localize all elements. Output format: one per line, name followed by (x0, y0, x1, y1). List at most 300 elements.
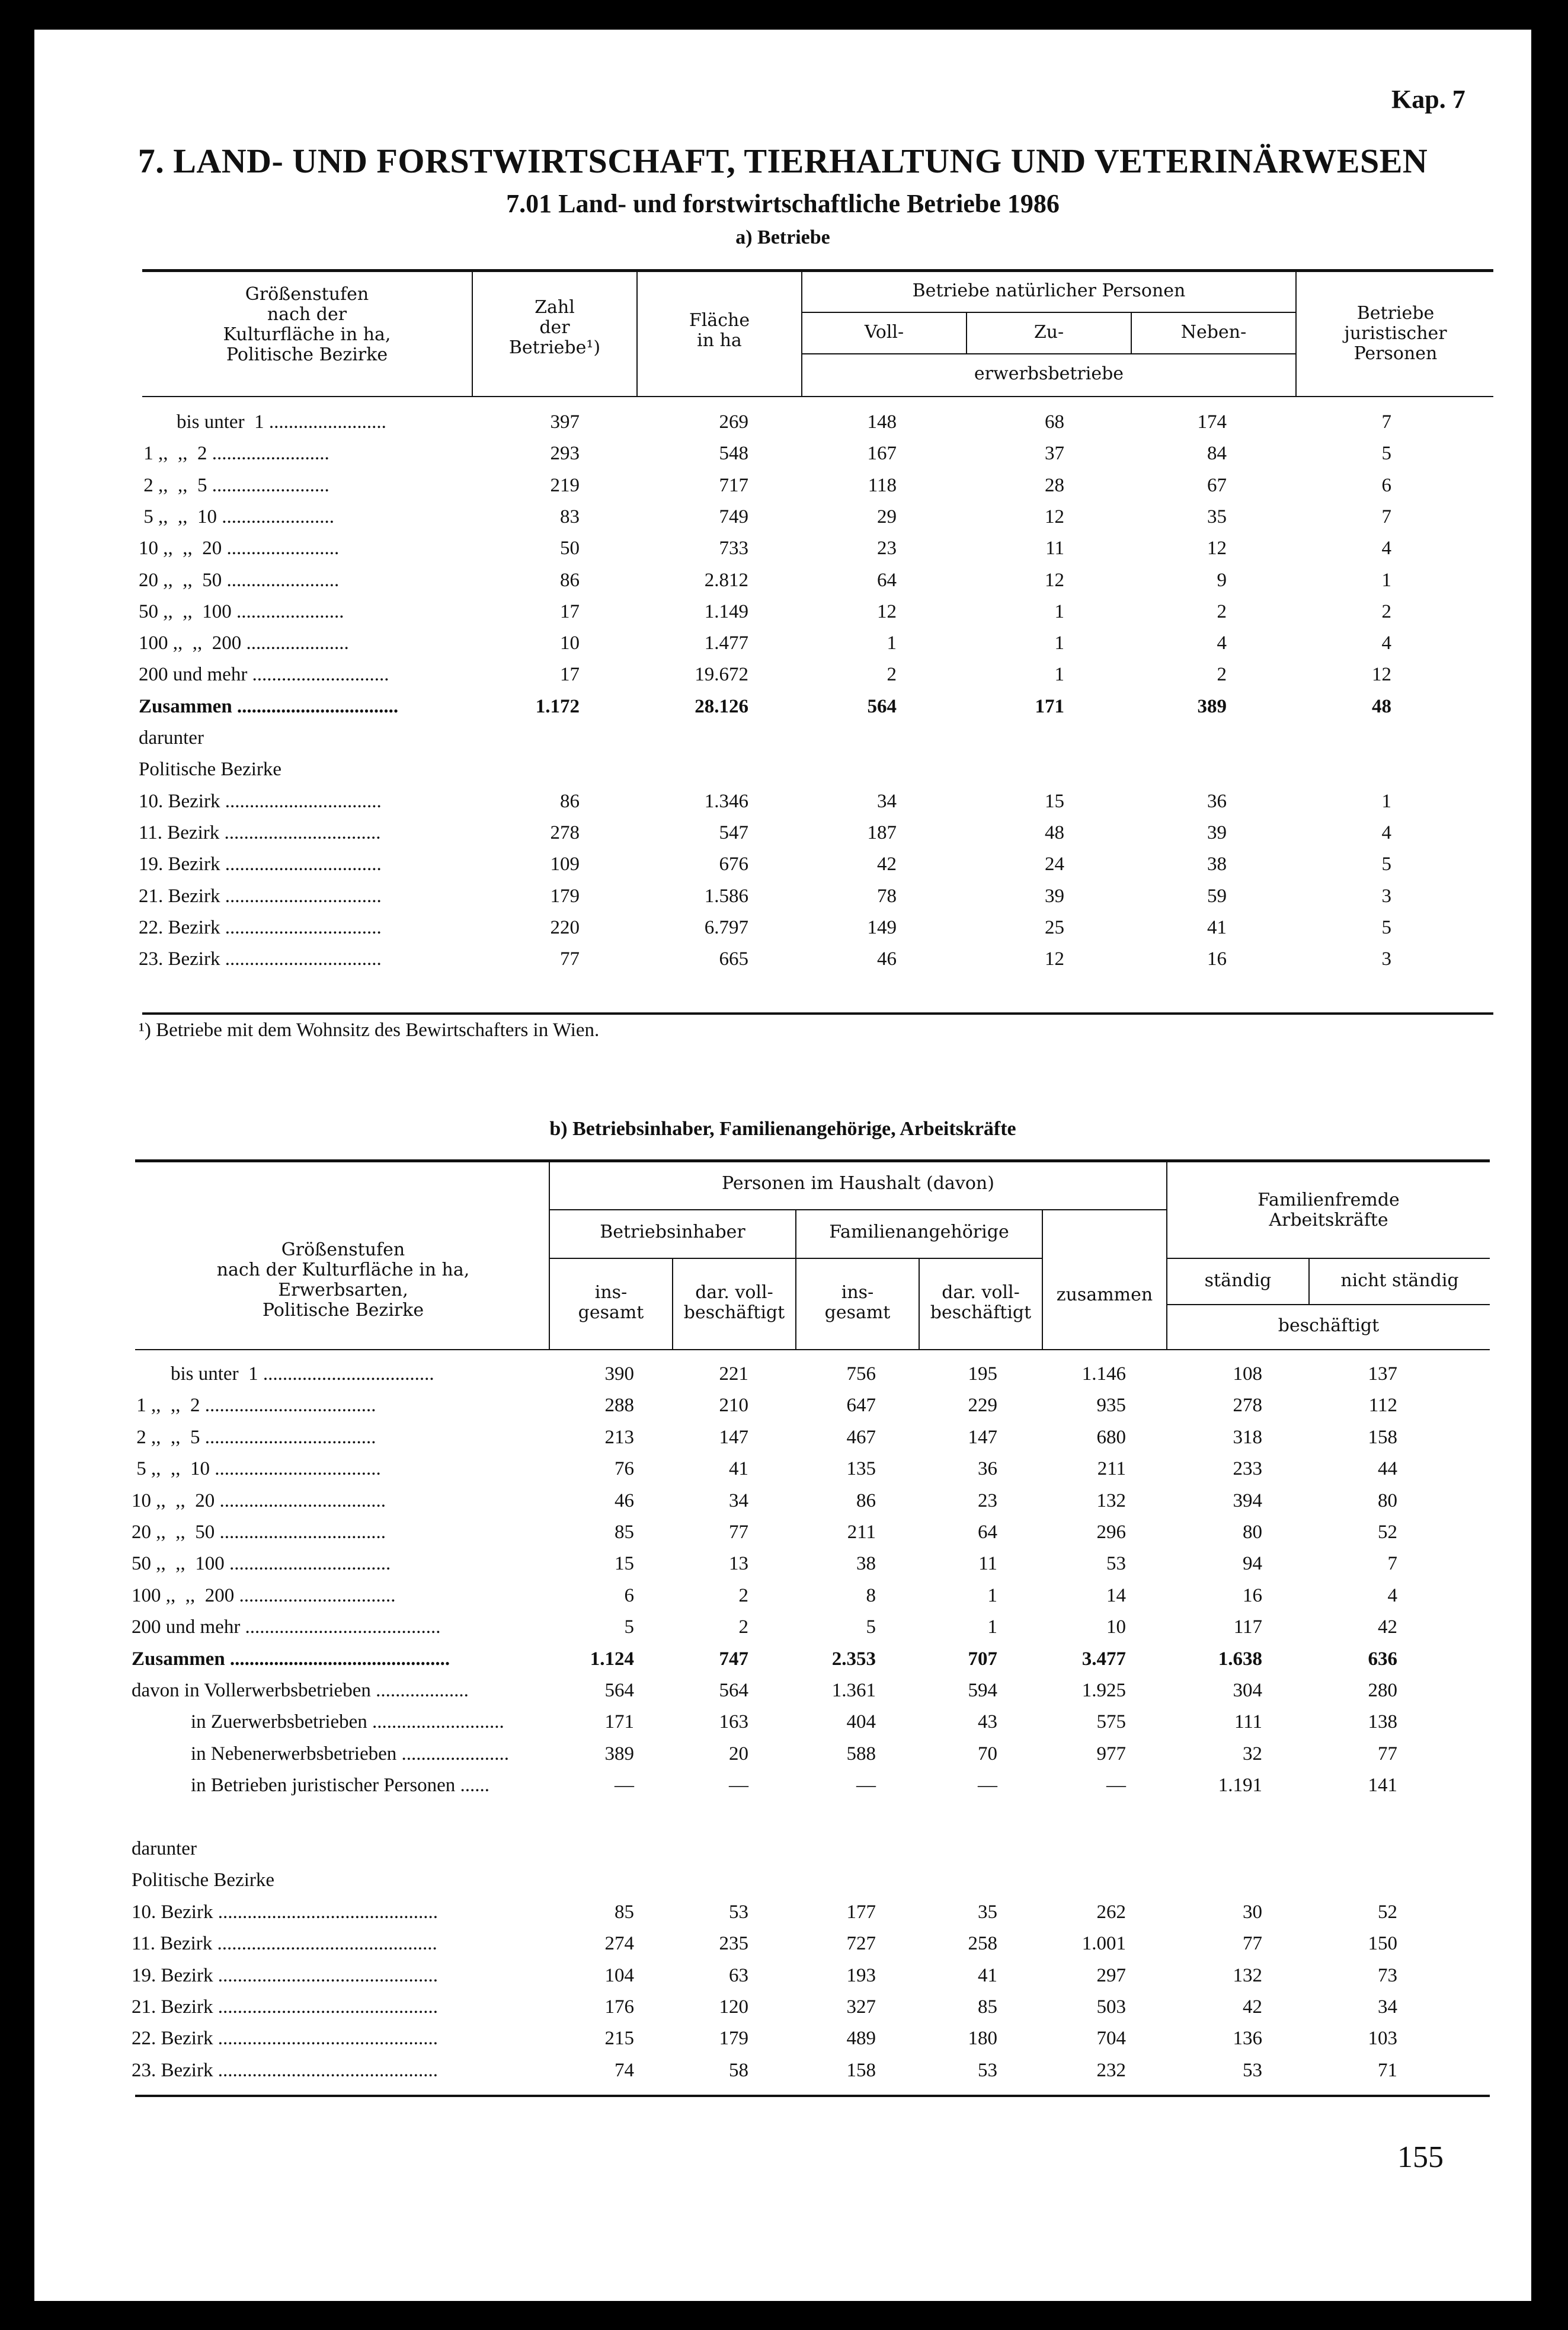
cell-value: 235 (719, 1933, 748, 1955)
cell-value: 16 (1207, 948, 1227, 970)
cell-value: 404 (846, 1711, 876, 1733)
cell-value: 176 (604, 1996, 634, 2018)
row-label: 200 und mehr ........................................ (132, 1616, 441, 1638)
table-row (34, 1680, 1531, 1711)
table-b-header-fremd: Familienfremde Arbeitskräfte (1257, 1190, 1400, 1230)
cell-value: 171 (1035, 695, 1064, 717)
table-row (34, 632, 1531, 663)
cell-value: 48 (1372, 695, 1391, 717)
cell-value: 293 (550, 443, 580, 465)
table-row (34, 538, 1531, 568)
cell-value: 148 (867, 411, 897, 433)
cell-value: 86 (856, 1490, 876, 1511)
row-label: in Betrieben juristischer Personen ...... (191, 1775, 490, 1797)
row-label: 22. Bezirk ................................ (139, 916, 382, 938)
row-label: darunter (139, 727, 204, 749)
cell-value: 1 (1054, 664, 1064, 686)
cell-value: 564 (867, 695, 897, 717)
cell-value: 42 (877, 854, 897, 875)
cell-value: 594 (968, 1680, 997, 1701)
cell-value: — (856, 1775, 876, 1797)
cell-value: 53 (729, 1901, 748, 1923)
cell-value: 2 (738, 1616, 748, 1638)
row-label: 100 ,, ,, 200 ................................ (132, 1584, 396, 1606)
cell-value: 48 (1045, 822, 1064, 843)
cell-value: 77 (1243, 1933, 1262, 1955)
cell-value: 288 (604, 1395, 634, 1417)
cell-value: 1.146 (1081, 1363, 1126, 1385)
table-row (34, 411, 1531, 442)
cell-value: 220 (550, 916, 580, 938)
cell-value: 20 (729, 1743, 748, 1765)
row-label: 20 ,, ,, 50 .................................. (132, 1522, 386, 1543)
cell-value: 278 (550, 822, 580, 843)
table-b-header-rule (135, 1349, 1490, 1350)
table-row (34, 1553, 1531, 1584)
cell-value: 717 (719, 474, 748, 496)
cell-value: 86 (560, 790, 580, 812)
table-row (34, 791, 1531, 822)
cell-value: 158 (1368, 1426, 1397, 1448)
cell-value: 77 (729, 1522, 748, 1543)
cell-value: 42 (1243, 1996, 1262, 2018)
table-b-top-rule (135, 1159, 1490, 1162)
table-row (34, 822, 1531, 853)
cell-value: 12 (1207, 538, 1227, 560)
cell-value: 10 (1106, 1616, 1126, 1638)
cell-value: 5 (624, 1616, 634, 1638)
cell-value: 1 (887, 632, 897, 654)
cell-value: 278 (1233, 1395, 1262, 1417)
cell-value: 1.172 (535, 695, 580, 717)
page-subtitle: 7.01 Land- und forstwirtschaftliche Betriebe 1986 (506, 189, 1060, 218)
row-label: 10 ,, ,, 20 ....................... (139, 538, 340, 560)
row-label: bis unter 1 ........................ (177, 411, 386, 433)
table-row (34, 1807, 1531, 1837)
cell-value: 17 (560, 664, 580, 686)
cell-value: 304 (1233, 1680, 1262, 1701)
table-a-footnote: ¹) Betriebe mit dem Wohnsitz des Bewirtschafters in Wien. (139, 1019, 600, 1041)
cell-value: 180 (968, 2028, 997, 2050)
cell-value: 77 (560, 948, 580, 970)
row-label: Zusammen ............................................. (132, 1648, 450, 1670)
cell-value: 39 (1045, 885, 1064, 907)
cell-value: 733 (719, 538, 748, 560)
cell-value: 1.477 (704, 632, 748, 654)
cell-value: 1 (987, 1584, 997, 1606)
cell-value: 132 (1096, 1490, 1126, 1511)
cell-value: 1 (1381, 790, 1391, 812)
cell-value: 7 (1381, 506, 1391, 528)
row-label: 21. Bezirk ............................................. (132, 1996, 438, 2018)
cell-value: 564 (719, 1680, 748, 1701)
cell-value: 11 (978, 1553, 997, 1575)
table-row (34, 1711, 1531, 1742)
cell-value: 150 (1368, 1933, 1397, 1955)
cell-value: 747 (719, 1648, 748, 1670)
row-label: in Zuerwerbsbetrieben ........................... (191, 1711, 504, 1733)
cell-value: 977 (1096, 1743, 1126, 1765)
cell-value: 135 (846, 1458, 876, 1480)
cell-value: 1.346 (704, 790, 748, 812)
cell-value: 193 (846, 1964, 876, 1986)
cell-value: 77 (1378, 1743, 1397, 1765)
row-label: Politische Bezirke (132, 1869, 275, 1891)
cell-value: 3 (1381, 948, 1391, 970)
cell-value: 30 (1243, 1901, 1262, 1923)
cell-value: 147 (968, 1426, 997, 1448)
table-b-header-inhaber: Betriebsinhaber (600, 1222, 745, 1242)
cell-value: — (729, 1775, 748, 1797)
cell-value: 63 (729, 1964, 748, 1986)
cell-value: 467 (846, 1426, 876, 1448)
table-row (34, 1616, 1531, 1647)
cell-value: 11 (1045, 538, 1064, 560)
cell-value: 71 (1378, 2059, 1397, 2081)
table-row (34, 948, 1531, 979)
cell-value: 213 (604, 1426, 634, 1448)
cell-value: 575 (1096, 1711, 1126, 1733)
table-b-header-voll1: dar. voll- beschäftigt (683, 1282, 785, 1323)
row-label: 1 ,, ,, 2 ........................ (139, 443, 329, 465)
row-label: 5 ,, ,, 10 .................................. (132, 1458, 381, 1480)
cell-value: 2 (1217, 600, 1227, 622)
table-a-header-juristic: Betriebe juristischer Personen (1344, 303, 1447, 364)
cell-value: 2 (1381, 600, 1391, 622)
cell-value: 147 (719, 1426, 748, 1448)
cell-value: 41 (729, 1458, 748, 1480)
cell-value: 2.353 (831, 1648, 876, 1670)
table-a-divider (1295, 269, 1297, 397)
cell-value: 171 (604, 1711, 634, 1733)
cell-value: 85 (615, 1522, 634, 1543)
table-a-top-rule (142, 269, 1493, 272)
table-b-divider (919, 1258, 920, 1350)
cell-value: 5 (866, 1616, 876, 1638)
cell-value: 68 (1045, 411, 1064, 433)
table-row (34, 696, 1531, 727)
table-b-header-zusammen: zusammen (1056, 1284, 1153, 1305)
cell-value: 28 (1045, 474, 1064, 496)
row-label: 10. Bezirk ............................................. (132, 1901, 438, 1923)
cell-value: 195 (968, 1363, 997, 1385)
cell-value: 4 (1217, 632, 1227, 654)
row-label: 1 ,, ,, 2 ................................... (132, 1395, 376, 1417)
cell-value: 3 (1381, 885, 1391, 907)
cell-value: 35 (1207, 506, 1227, 528)
cell-value: 36 (1207, 790, 1227, 812)
cell-value: 34 (729, 1490, 748, 1511)
cell-value: 297 (1096, 1964, 1126, 1986)
cell-value: 489 (846, 2028, 876, 2050)
table-row (34, 1775, 1531, 1805)
row-label: 21. Bezirk ................................ (139, 885, 382, 907)
table-row (34, 506, 1531, 537)
table-b-caption: b) Betriebsinhaber, Familienangehörige, Arbeitskräfte (549, 1118, 1016, 1140)
cell-value: 5 (1381, 854, 1391, 875)
table-row (34, 601, 1531, 632)
cell-value: 38 (1207, 854, 1227, 875)
cell-value: 15 (1045, 790, 1064, 812)
cell-value: 2.812 (704, 569, 748, 591)
row-label: 11. Bezirk ................................ (139, 822, 381, 843)
cell-value: 108 (1233, 1363, 1262, 1385)
cell-value: 727 (846, 1933, 876, 1955)
table-b-divider (1308, 1258, 1310, 1304)
cell-value: 67 (1207, 474, 1227, 496)
cell-value: 636 (1368, 1648, 1397, 1670)
cell-value: 177 (846, 1901, 876, 1923)
cell-value: 2 (1217, 664, 1227, 686)
cell-value: 46 (615, 1490, 634, 1511)
cell-value: 1.001 (1081, 1933, 1126, 1955)
cell-value: 9 (1217, 569, 1227, 591)
cell-value: 35 (978, 1901, 997, 1923)
table-b-header-insg2: ins- gesamt (824, 1282, 891, 1323)
cell-value: 280 (1368, 1680, 1397, 1701)
cell-value: 12 (1372, 664, 1391, 686)
table-row (34, 1585, 1531, 1616)
cell-value: 210 (719, 1395, 748, 1417)
table-row (34, 759, 1531, 790)
cell-value: 136 (1233, 2028, 1262, 2050)
row-label: 200 und mehr ............................ (139, 664, 389, 686)
cell-value: 1.638 (1218, 1648, 1262, 1670)
cell-value: 548 (719, 443, 748, 465)
row-label: 20 ,, ,, 50 ....................... (139, 569, 340, 591)
cell-value: 4 (1381, 538, 1391, 560)
table-b-header-nicht: nicht ständig (1340, 1270, 1459, 1291)
cell-value: 665 (719, 948, 748, 970)
cell-value: 32 (1243, 1743, 1262, 1765)
cell-value: 76 (615, 1458, 634, 1480)
cell-value: 52 (1378, 1522, 1397, 1543)
table-b-header-voll2: dar. voll- beschäftigt (930, 1282, 1032, 1323)
table-row (34, 2028, 1531, 2059)
cell-value: 13 (729, 1553, 748, 1575)
cell-value: 647 (846, 1395, 876, 1417)
row-label: 5 ,, ,, 10 ....................... (139, 506, 334, 528)
table-a-header-neben: Neben- (1180, 322, 1247, 343)
table-row (34, 664, 1531, 695)
cell-value: 39 (1207, 822, 1227, 843)
cell-value: 4 (1381, 822, 1391, 843)
cell-value: 215 (604, 2028, 634, 2050)
cell-value: 94 (1243, 1553, 1262, 1575)
table-row (34, 1522, 1531, 1552)
table-b-header-angehoerige: Familienangehörige (829, 1222, 1009, 1242)
cell-value: 233 (1233, 1458, 1262, 1480)
table-row (34, 1996, 1531, 2027)
table-row (34, 1838, 1531, 1869)
row-label: davon in Vollerwerbsbetrieben ................... (132, 1680, 469, 1701)
cell-value: 120 (719, 1996, 748, 2018)
cell-value: 36 (978, 1458, 997, 1480)
table-row (34, 1363, 1531, 1394)
cell-value: 318 (1233, 1426, 1262, 1448)
cell-value: 564 (604, 1680, 634, 1701)
cell-value: 547 (719, 822, 748, 843)
cell-value: 1.925 (1081, 1680, 1126, 1701)
cell-value: 262 (1096, 1901, 1126, 1923)
cell-value: 6 (624, 1584, 634, 1606)
table-b-header-size: Größenstufen nach der Kulturfläche in ha, Erwerbsarten, Politische Bezirke (216, 1239, 470, 1321)
cell-value: 70 (978, 1743, 997, 1765)
row-label: 10 ,, ,, 20 .................................. (132, 1490, 386, 1511)
cell-value: 58 (729, 2059, 748, 2081)
cell-value: 23 (877, 538, 897, 560)
cell-value: 12 (1045, 948, 1064, 970)
table-row (34, 570, 1531, 600)
table-row (34, 1490, 1531, 1521)
table-a-header-erwerb: erwerbsbetriebe (974, 363, 1124, 384)
cell-value: 29 (877, 506, 897, 528)
table-row (34, 1648, 1531, 1679)
cell-value: 38 (856, 1553, 876, 1575)
row-label: darunter (132, 1838, 197, 1859)
cell-value: 1 (1054, 632, 1064, 654)
cell-value: 52 (1378, 1901, 1397, 1923)
cell-value: 34 (1378, 1996, 1397, 2018)
table-row (34, 1743, 1531, 1774)
cell-value: 80 (1378, 1490, 1397, 1511)
cell-value: 53 (1243, 2059, 1262, 2081)
table-a-header-voll: Voll- (864, 322, 904, 343)
table-row (34, 1933, 1531, 1964)
cell-value: 132 (1233, 1964, 1262, 1986)
cell-value: 274 (604, 1933, 634, 1955)
cell-value: 174 (1197, 411, 1227, 433)
cell-value: 163 (719, 1711, 748, 1733)
cell-value: 503 (1096, 1996, 1126, 2018)
cell-value: 41 (978, 1964, 997, 1986)
cell-value: 43 (978, 1711, 997, 1733)
cell-value: 118 (868, 474, 897, 496)
cell-value: 5 (1381, 443, 1391, 465)
row-label: 2 ,, ,, 5 ................................... (132, 1426, 376, 1448)
table-b-divider (795, 1209, 796, 1350)
cell-value: 83 (560, 506, 580, 528)
table-row (34, 1965, 1531, 1996)
cell-value: 12 (1045, 569, 1064, 591)
cell-value: 1 (1381, 569, 1391, 591)
cell-value: 389 (604, 1743, 634, 1765)
cell-value: — (615, 1775, 634, 1797)
cell-value: 59 (1207, 885, 1227, 907)
table-a-header-area: Fläche in ha (689, 310, 750, 351)
table-row (34, 475, 1531, 506)
table-b-header-besch: beschäftigt (1278, 1315, 1380, 1336)
document-page (34, 30, 1531, 2301)
table-row (34, 1901, 1531, 1932)
table-a-bottom-rule (142, 1012, 1493, 1015)
cell-value: 676 (719, 854, 748, 875)
cell-value: 1.149 (704, 600, 748, 622)
cell-value: 78 (877, 885, 897, 907)
chapter-label: Kap. 7 (1391, 85, 1465, 114)
table-row (34, 917, 1531, 948)
cell-value: 46 (877, 948, 897, 970)
cell-value: 749 (719, 506, 748, 528)
cell-value: 109 (550, 854, 580, 875)
cell-value: 5 (1381, 916, 1391, 938)
cell-value: 296 (1096, 1522, 1126, 1543)
table-row (34, 2060, 1531, 2091)
table-row (34, 886, 1531, 916)
cell-value: 158 (846, 2059, 876, 2081)
cell-value: 24 (1045, 854, 1064, 875)
cell-value: 141 (1368, 1775, 1397, 1797)
cell-value: 137 (1368, 1363, 1397, 1385)
cell-value: 53 (978, 2059, 997, 2081)
table-a-divider (801, 269, 802, 397)
cell-value: 138 (1368, 1711, 1397, 1733)
table-a-group-rule (801, 312, 1295, 313)
table-a-divider (966, 312, 967, 353)
cell-value: 41 (1207, 916, 1227, 938)
table-row (34, 1458, 1531, 1489)
cell-value: 80 (1243, 1522, 1262, 1543)
table-a-sub-rule (801, 353, 1295, 354)
cell-value: 704 (1096, 2028, 1126, 2050)
row-label: bis unter 1 ................................... (171, 1363, 434, 1385)
cell-value: 64 (877, 569, 897, 591)
cell-value: 707 (968, 1648, 997, 1670)
page-title: 7. LAND- UND FORSTWIRTSCHAFT, TIERHALTUNG UND VETERINÄRWESEN (137, 142, 1428, 180)
cell-value: 111 (1234, 1711, 1262, 1733)
table-b-header-insg1: ins- gesamt (578, 1282, 644, 1323)
cell-value: 2 (887, 664, 897, 686)
cell-value: — (978, 1775, 997, 1797)
cell-value: 42 (1378, 1616, 1397, 1638)
cell-value: 179 (550, 885, 580, 907)
cell-value: 390 (604, 1363, 634, 1385)
cell-value: 167 (867, 443, 897, 465)
table-a-header-size: Größenstufen nach der Kulturfläche in ha, Politische Bezirke (223, 284, 391, 365)
row-label: 22. Bezirk ............................................. (132, 2028, 438, 2050)
cell-value: 1 (1054, 600, 1064, 622)
row-label: 19. Bezirk ................................ (139, 854, 382, 875)
table-b-header-staendig: ständig (1204, 1270, 1272, 1291)
cell-value: 756 (846, 1363, 876, 1385)
cell-value: 179 (719, 2028, 748, 2050)
cell-value: 86 (560, 569, 580, 591)
cell-value: 935 (1096, 1395, 1126, 1417)
table-a-header-zu: Zu- (1033, 322, 1064, 343)
table-a-divider (636, 269, 638, 397)
row-label: 50 ,, ,, 100 ................................. (132, 1553, 391, 1575)
table-row (34, 1427, 1531, 1458)
cell-value: 15 (615, 1553, 634, 1575)
cell-value: 221 (719, 1363, 748, 1385)
cell-value: 219 (550, 474, 580, 496)
row-label: 23. Bezirk ............................................. (132, 2059, 438, 2081)
cell-value: 187 (867, 822, 897, 843)
cell-value: 3.477 (1081, 1648, 1126, 1670)
cell-value: 23 (978, 1490, 997, 1511)
cell-value: 25 (1045, 916, 1064, 938)
table-a-divider (1131, 312, 1132, 353)
table-b-divider (1042, 1209, 1043, 1350)
cell-value: 211 (847, 1522, 876, 1543)
cell-value: 1.361 (831, 1680, 876, 1701)
cell-value: 588 (846, 1743, 876, 1765)
table-b-divider (1166, 1159, 1167, 1350)
cell-value: 8 (866, 1584, 876, 1606)
table-row (34, 443, 1531, 474)
cell-value: 103 (1368, 2028, 1397, 2050)
cell-value: 112 (1368, 1395, 1397, 1417)
